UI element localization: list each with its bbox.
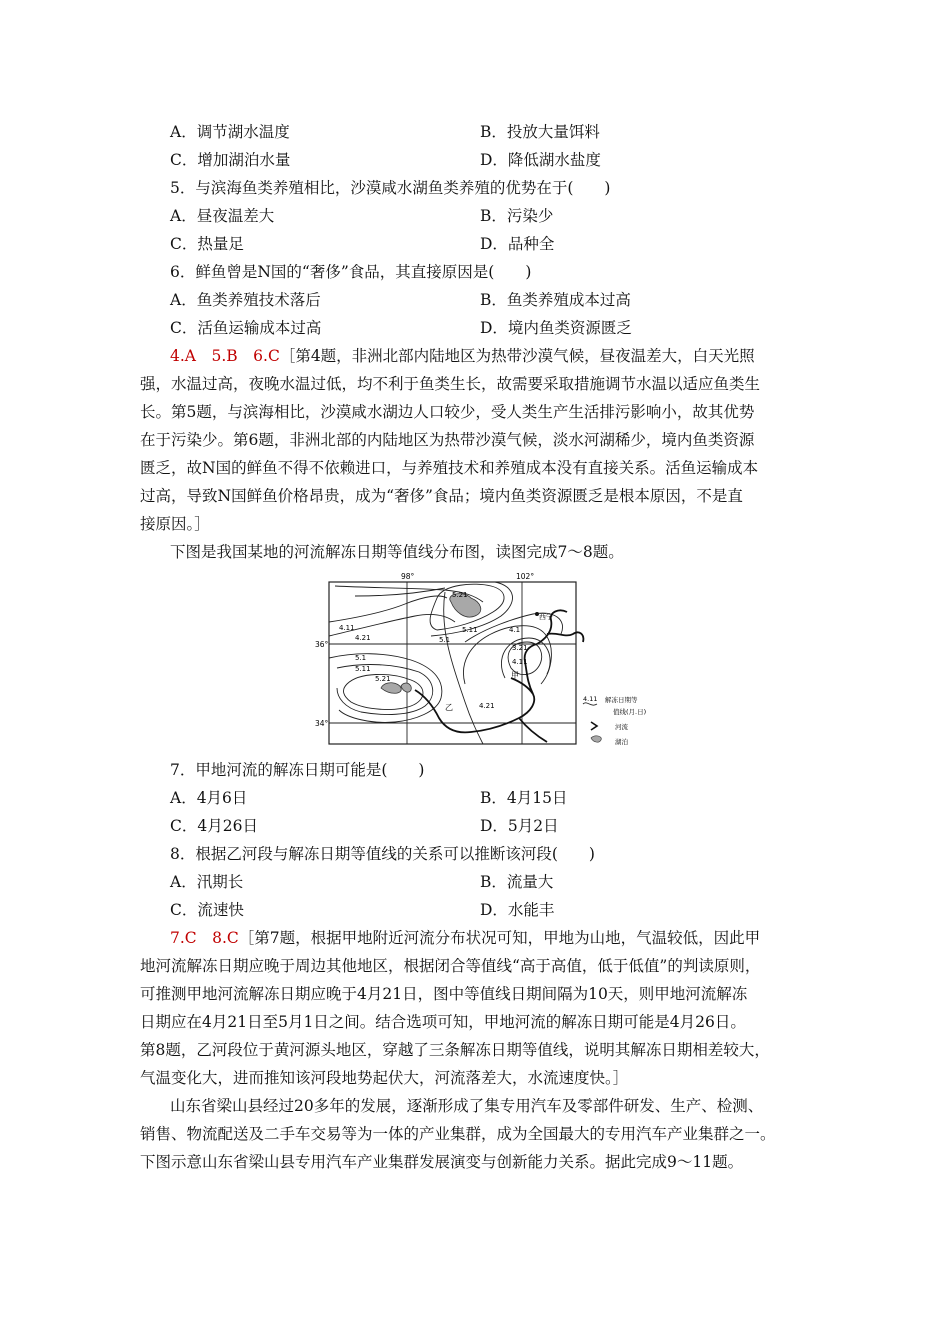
answer-key-4-6: 4.A 5.B 6.C xyxy=(170,347,280,365)
q4-option-b: B．投放大量饵料 xyxy=(480,123,600,141)
q8-option-b: B．流量大 xyxy=(480,873,554,891)
answer-4-6-line-1: 4.A 5.B 6.C［第4题，非洲北部内陆地区为热带沙漠气候，昼夜温差大，白天光照 xyxy=(170,347,755,365)
answer-7-8-line-6: 气温变化大，进而推知该河段地势起伏大，河流落差大，水流速度快。］ xyxy=(140,1069,629,1087)
q7-option-b: B．4月15日 xyxy=(480,789,568,807)
legend-river-symbol xyxy=(591,722,597,730)
passage-9-11-line-3: 下图示意山东省梁山县专用汽车产业集群发展演变与创新能力关系。据此完成9～11题。 xyxy=(140,1153,744,1171)
label-5-1-top: 5.1 xyxy=(439,636,451,644)
q7-stem: 7．甲地河流的解冻日期可能是( ) xyxy=(170,761,425,779)
label-5-11-top: 5.11 xyxy=(462,626,478,634)
answer-7-8-line-4: 日期应在4月21日至5月1日之间。结合选项可知，甲地河流的解冻日期可能是4月26日。 xyxy=(140,1013,746,1031)
label-lat-36: 36° xyxy=(315,640,329,649)
q6-option-b: B．鱼类养殖成本过高 xyxy=(480,291,631,309)
lake-south xyxy=(381,683,401,694)
answer-7-8-line-5: 第8题，乙河段位于黄河源头地区，穿越了三条解冻日期等值线，说明其解冻日期相差较大， xyxy=(140,1041,770,1059)
answer-4-6-line-4: 在于污染少。第6题，非洲北部的内陆地区为热带沙漠气候，淡水河湖稀少，境内鱼类资源 xyxy=(140,431,755,449)
label-4-11-left: 4.11 xyxy=(339,624,355,632)
answer-7-8-line-1: 7.C 8.C［第7题，根据甲地附近河流分布状况可知，甲地为山地，气温较低，因此甲 xyxy=(170,929,761,947)
answer-4-6-line-7: 接原因。］ xyxy=(140,515,210,533)
legend-river-label: 河流 xyxy=(615,723,628,731)
legend-lake-label: 湖泊 xyxy=(615,738,628,746)
label-3-21: 3.21 xyxy=(512,644,528,652)
q8-stem: 8．根据乙河段与解冻日期等值线的关系可以推断该河段( ) xyxy=(170,845,595,863)
label-5-11-mid: 5.11 xyxy=(355,665,371,673)
label-5-21-top: 5.21 xyxy=(452,591,468,599)
label-lon-98: 98° xyxy=(401,572,415,581)
map-legend xyxy=(583,695,646,746)
answer-4-6-line-2: 强，水温过高，夜晚水温过低，均不利于鱼类生长，故需要采取措施调节水温以适应鱼类生 xyxy=(140,375,761,393)
q6-option-c: C．活鱼运输成本过高 xyxy=(170,319,322,337)
thaw-date-isoline-map xyxy=(315,572,680,750)
q5-stem: 5．与滨海鱼类养殖相比，沙漠咸水湖鱼类养殖的优势在于( ) xyxy=(170,179,611,197)
label-4-1: 4.1 xyxy=(509,626,521,634)
q8-option-d: D．水能丰 xyxy=(480,901,555,919)
q5-option-c: C．热量足 xyxy=(170,235,244,253)
q6-option-a: A．鱼类养殖技术落后 xyxy=(170,291,321,309)
passage-9-11-line-2: 销售、物流配送及二手车交易等为一体的产业集群，成为全国最大的专用汽车产业集群之一。 xyxy=(140,1125,776,1143)
river-south-branch xyxy=(519,718,547,742)
label-5-21-mid: 5.21 xyxy=(375,675,391,683)
intro-7-8: 下图是我国某地的河流解冻日期等值线分布图，读图完成7～8题。 xyxy=(170,543,624,561)
legend-isoline-label-2: 值线(月.日) xyxy=(613,708,647,716)
label-5-1-mid: 5.1 xyxy=(355,654,367,662)
answer-7-8-line-3: 可推测甲地河流解冻日期应晚于4月21日，图中等值线日期间隔为10天，则甲地河流解冻 xyxy=(140,985,748,1003)
legend-isoline-symbol xyxy=(583,703,597,705)
q7-option-d: D．5月2日 xyxy=(480,817,559,835)
q5-option-b: B．污染少 xyxy=(480,207,554,225)
legend-4-11: 4.11 xyxy=(583,695,598,703)
answer-7-8-line-2: 地河流解冻日期应晚于周边其他地区，根据闭合等值线“高于高值，低于低值”的判读原则， xyxy=(140,957,761,975)
q6-stem: 6．鲜鱼曾是N国的“奢侈”食品，其直接原因是( ) xyxy=(170,263,532,281)
label-4-21-left: 4.21 xyxy=(355,634,371,642)
label-4-21-bottom: 4.21 xyxy=(479,702,495,710)
legend-isoline-label-1: 解冻日期等 xyxy=(605,696,638,704)
answer-4-6-line-5: 匮乏，故N国的鲜鱼不得不依赖进口，与养殖技术和养殖成本没有直接关系。活鱼运输成本 xyxy=(140,459,759,477)
river-east-exit xyxy=(547,632,583,642)
q5-option-a: A．昼夜温差大 xyxy=(170,207,275,225)
q4-option-d: D．降低湖水盐度 xyxy=(480,151,601,169)
lake-south-2 xyxy=(401,683,411,692)
q6-option-d: D．境内鱼类资源匮乏 xyxy=(480,319,632,337)
label-lon-102: 102° xyxy=(516,572,535,581)
q8-option-c: C．流速快 xyxy=(170,901,244,919)
isoline-4-11-left xyxy=(329,596,447,622)
q4-option-a: A．调节湖水温度 xyxy=(170,123,290,141)
q7-option-c: C．4月26日 xyxy=(170,817,258,835)
label-xining: 西宁 xyxy=(539,613,553,621)
answer-4-6-line-3: 长。第5题，与滨海相比，沙漠咸水湖边人口较少，受人类生产生活排污影响小，故其优势 xyxy=(140,403,755,421)
q5-option-d: D．品种全 xyxy=(480,235,555,253)
label-4-11-east: 4.11 xyxy=(512,658,528,666)
passage-9-11-line-1: 山东省梁山县经过20多年的发展，逐渐形成了集专用汽车及零部件研发、生产、检测、 xyxy=(170,1097,764,1115)
answer-4-6-line-6: 过高，导致N国鲜鱼价格昂贵，成为“奢侈”食品；境内鱼类资源匮乏是根本原因，不是直 xyxy=(140,487,743,505)
q8-option-a: A．汛期长 xyxy=(170,873,244,891)
label-lat-34: 34° xyxy=(315,719,329,728)
label-yi: 乙 xyxy=(445,703,453,712)
q4-option-c: C．增加湖泊水量 xyxy=(170,151,291,169)
label-jia: 甲 xyxy=(511,671,519,680)
legend-lake-symbol xyxy=(591,736,601,742)
q7-option-a: A．4月6日 xyxy=(170,789,248,807)
answer-key-7-8: 7.C 8.C xyxy=(170,929,239,947)
